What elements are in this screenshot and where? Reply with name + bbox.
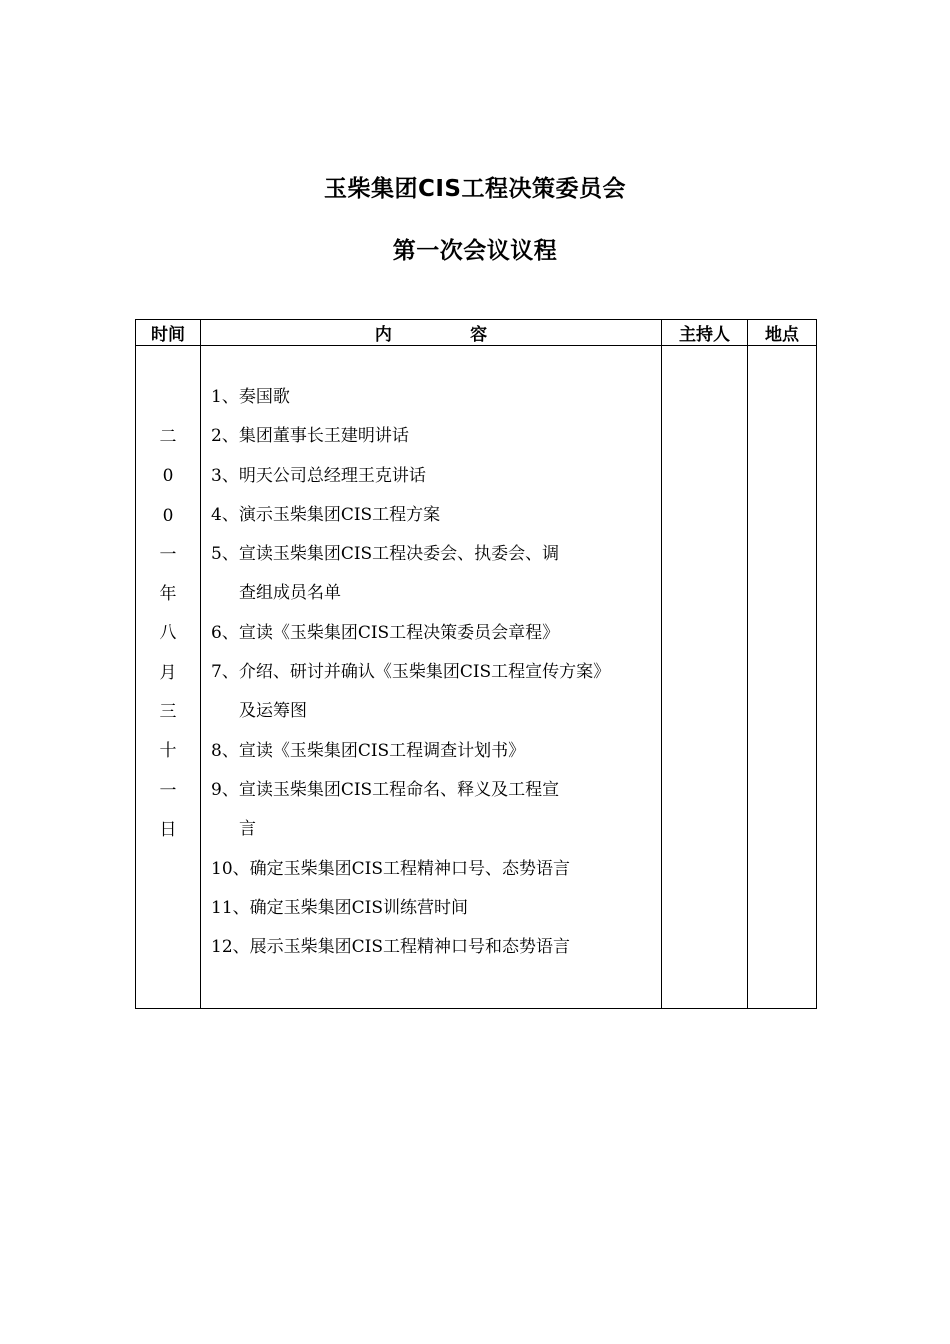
agenda-item-text: 8、宣读《玉柴集团CIS工程调查计划书》 [211,740,526,761]
agenda-item [211,496,661,535]
header-location: 地点 [748,320,817,346]
header-row [136,320,817,346]
agenda-item [211,732,661,771]
date-char: 八 [159,623,177,644]
agenda-item [211,378,661,417]
agenda-item-text: 6、宣读《玉柴集团CIS工程决策委员会章程》 [211,622,560,643]
header-host: 主持人 [662,320,748,346]
date-char: 0 [162,505,174,526]
date-char: 0 [162,466,174,487]
agenda-item [211,457,661,496]
agenda-item-text: 9、宣读玉柴集团CIS工程命名、释义及工程宣 [211,779,560,800]
agenda-item [211,771,661,850]
agenda-item-continuation: 查组成员名单 [239,583,341,604]
document-subtitle: 第一次会议议程 [392,238,558,264]
date-char: 三 [159,702,177,723]
agenda-item-text: 1、奏国歌 [211,387,290,407]
date-char: 月 [159,662,177,683]
location-cell [748,346,817,1009]
agenda-item [211,850,661,889]
agenda-item [211,614,661,653]
agenda-item [211,889,661,928]
agenda-item [211,928,661,967]
agenda-item-text: 7、介绍、研讨并确认《玉柴集团CIS工程宣传方案》 [211,662,611,683]
date-char: 日 [159,819,177,840]
agenda-item [211,653,661,732]
agenda-item [211,535,661,614]
header-content: 内容 [201,320,662,346]
document-title: 玉柴集团CIS工程决策委员会 [323,176,626,202]
content-cell [201,346,662,1009]
date-char: 一 [159,780,177,801]
agenda-item-continuation: 及运筹图 [239,701,307,722]
agenda-item-text: 2、集团董事长王建明讲话 [211,426,409,447]
agenda-item-text: 11、确定玉柴集团CIS训练营时间 [211,897,468,918]
agenda-list [201,346,661,967]
date-cell [136,346,201,1009]
host-cell [662,346,748,1009]
agenda-item [211,417,661,456]
date-char: 一 [159,544,177,565]
agenda-item-text: 3、明天公司总经理王克讲话 [211,465,426,486]
agenda-row [136,346,817,1009]
agenda-item-text: 10、确定玉柴集团CIS工程精神口号、态势语言 [211,858,570,879]
agenda-item-continuation: 言 [239,819,256,840]
date-char: 十 [159,741,177,762]
header-time: 时间 [136,320,201,346]
date-char: 二 [159,427,177,447]
agenda-item-text: 4、演示玉柴集团CIS工程方案 [211,504,441,525]
agenda-table [135,319,817,1009]
date-char: 年 [159,584,177,605]
date-vertical-text [136,346,200,850]
agenda-item-text: 12、展示玉柴集团CIS工程精神口号和态势语言 [211,937,570,958]
agenda-item-text: 5、宣读玉柴集团CIS工程决委会、执委会、调 [211,544,560,565]
